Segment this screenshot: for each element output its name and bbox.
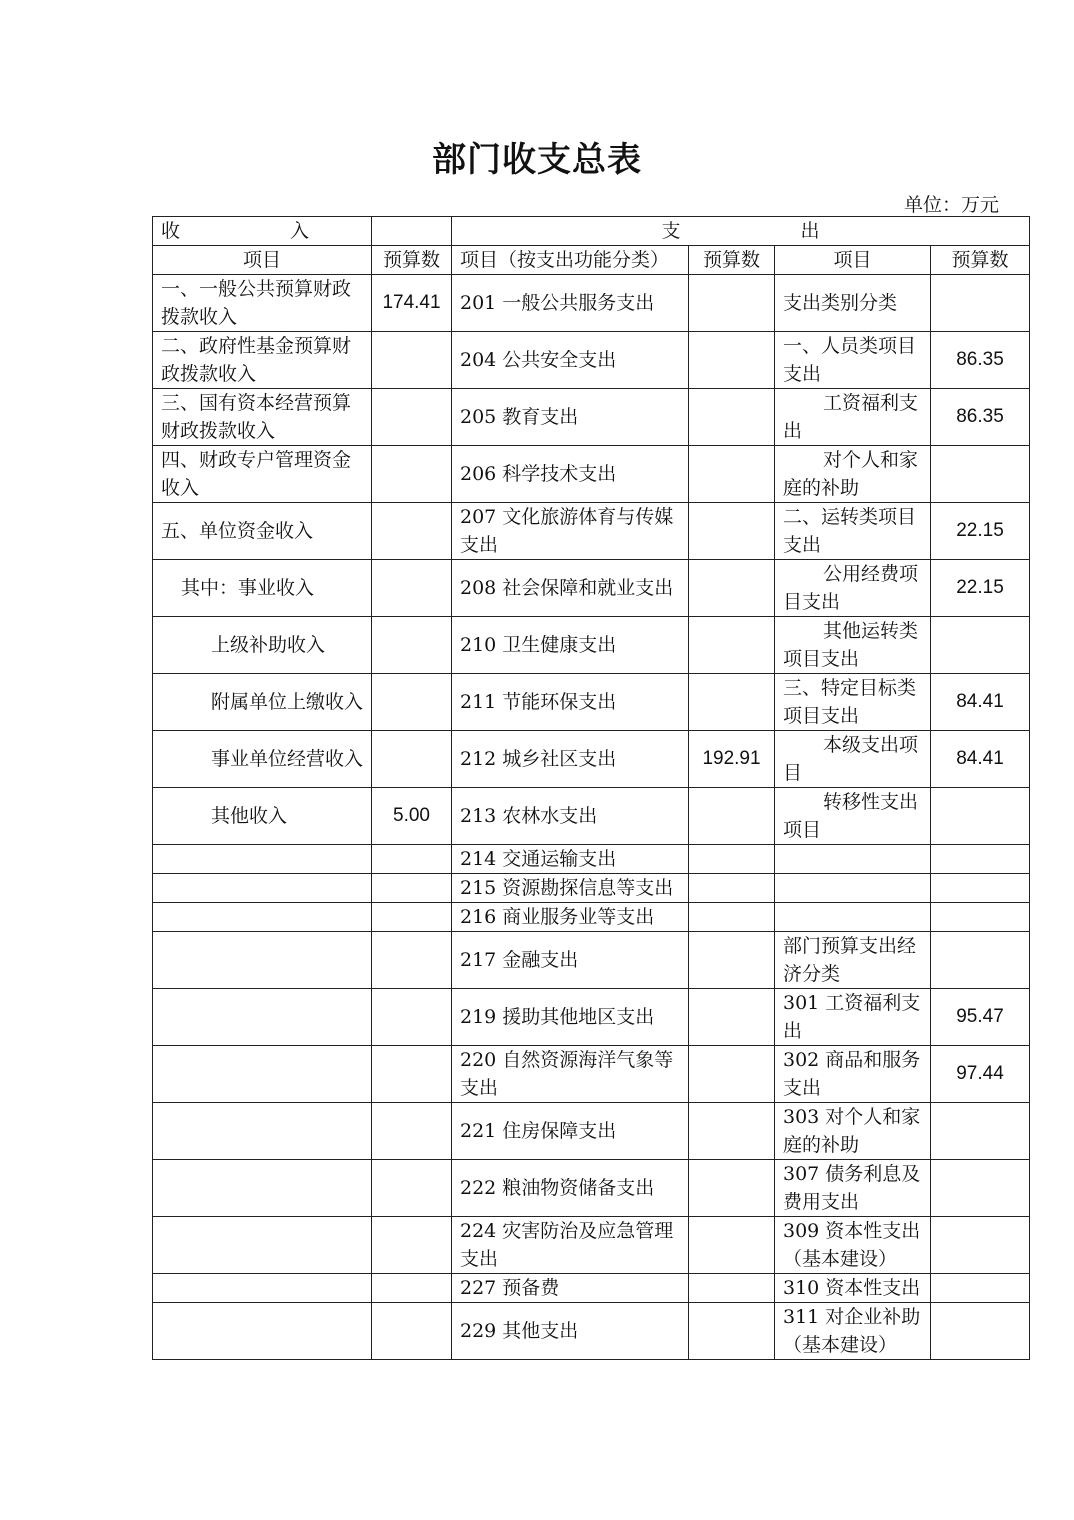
category-budget: 97.44 xyxy=(931,1046,1030,1103)
function-budget xyxy=(689,1160,775,1217)
category-item: 311 对企业补助（基本建设） xyxy=(775,1303,931,1360)
function-item: 214 交通运输支出 xyxy=(452,845,689,874)
function-item: 219 援助其他地区支出 xyxy=(452,989,689,1046)
income-item xyxy=(153,1160,372,1217)
table-row xyxy=(153,932,1030,989)
function-budget xyxy=(689,932,775,989)
function-item: 205 教育支出 xyxy=(452,389,689,446)
table-row xyxy=(153,1303,1030,1360)
income-budget xyxy=(372,332,452,389)
function-item: 201 一般公共服务支出 xyxy=(452,275,689,332)
income-item: 一、一般公共预算财政拨款收入 xyxy=(153,275,372,332)
function-item: 217 金融支出 xyxy=(452,932,689,989)
category-item: 302 商品和服务支出 xyxy=(775,1046,931,1103)
category-budget: 22.15 xyxy=(931,560,1030,617)
category-item xyxy=(775,845,931,874)
income-budget xyxy=(372,446,452,503)
income-budget xyxy=(372,731,452,788)
function-item: 229 其他支出 xyxy=(452,1303,689,1360)
col-header-income-item: 项目 xyxy=(153,246,372,275)
table-row xyxy=(153,1046,1030,1103)
function-budget xyxy=(689,845,775,874)
page-title: 部门收支总表 xyxy=(432,140,642,180)
function-budget xyxy=(689,560,775,617)
function-budget xyxy=(689,1103,775,1160)
table-row xyxy=(153,903,1030,932)
income-budget xyxy=(372,845,452,874)
income-header-blank xyxy=(372,217,452,246)
function-item: 204 公共安全支出 xyxy=(452,332,689,389)
category-budget xyxy=(931,617,1030,674)
table-row xyxy=(153,617,1030,674)
table-row xyxy=(153,731,1030,788)
category-budget xyxy=(931,845,1030,874)
table-row xyxy=(153,1103,1030,1160)
income-item xyxy=(153,989,372,1046)
function-budget: 192.91 xyxy=(689,731,775,788)
category-budget xyxy=(931,1160,1030,1217)
income-budget xyxy=(372,1217,452,1274)
category-item xyxy=(775,903,931,932)
income-budget xyxy=(372,932,452,989)
category-budget xyxy=(931,275,1030,332)
budget-table xyxy=(152,216,1030,1360)
income-budget xyxy=(372,674,452,731)
function-item: 224 灾害防治及应急管理支出 xyxy=(452,1217,689,1274)
col-header-income-budget: 预算数 xyxy=(372,246,452,275)
function-item: 220 自然资源海洋气象等支出 xyxy=(452,1046,689,1103)
category-budget xyxy=(931,1217,1030,1274)
category-budget: 95.47 xyxy=(931,989,1030,1046)
income-item xyxy=(153,932,372,989)
category-item: 其他运转类项目支出 xyxy=(775,617,931,674)
function-budget xyxy=(689,674,775,731)
function-budget xyxy=(689,1274,775,1303)
function-item: 210 卫生健康支出 xyxy=(452,617,689,674)
section-header-row xyxy=(153,217,1030,246)
function-budget xyxy=(689,874,775,903)
table-row xyxy=(153,845,1030,874)
function-budget xyxy=(689,275,775,332)
income-budget xyxy=(372,1046,452,1103)
income-item xyxy=(153,1217,372,1274)
category-budget xyxy=(931,903,1030,932)
income-item: 其中：事业收入 xyxy=(153,560,372,617)
table-row xyxy=(153,275,1030,332)
category-item: 支出类别分类 xyxy=(775,275,931,332)
category-item: 部门预算支出经济分类 xyxy=(775,932,931,989)
function-budget xyxy=(689,1046,775,1103)
income-item: 三、国有资本经营预算财政拨款收入 xyxy=(153,389,372,446)
category-item: 310 资本性支出 xyxy=(775,1274,931,1303)
function-budget xyxy=(689,389,775,446)
category-item: 303 对个人和家庭的补助 xyxy=(775,1103,931,1160)
income-budget xyxy=(372,389,452,446)
category-budget: 84.41 xyxy=(931,674,1030,731)
income-item: 附属单位上缴收入 xyxy=(153,674,372,731)
table-row xyxy=(153,332,1030,389)
col-header-function-item: 项目（按支出功能分类） xyxy=(452,246,689,275)
unit-label: 单位：万元 xyxy=(904,194,1000,216)
income-item xyxy=(153,1274,372,1303)
income-item xyxy=(153,903,372,932)
function-item: 221 住房保障支出 xyxy=(452,1103,689,1160)
category-budget: 22.15 xyxy=(931,503,1030,560)
function-item: 213 农林水支出 xyxy=(452,788,689,845)
function-budget xyxy=(689,332,775,389)
income-budget xyxy=(372,1160,452,1217)
income-item xyxy=(153,1303,372,1360)
income-item: 四、财政专户管理资金收入 xyxy=(153,446,372,503)
income-budget xyxy=(372,503,452,560)
category-item: 本级支出项目 xyxy=(775,731,931,788)
expenditure-section-header: 支 出 xyxy=(452,217,1030,246)
function-budget xyxy=(689,989,775,1046)
income-item: 二、政府性基金预算财政拨款收入 xyxy=(153,332,372,389)
table-row xyxy=(153,1160,1030,1217)
function-budget xyxy=(689,503,775,560)
category-budget xyxy=(931,446,1030,503)
function-item: 216 商业服务业等支出 xyxy=(452,903,689,932)
table-row xyxy=(153,874,1030,903)
category-item: 309 资本性支出（基本建设） xyxy=(775,1217,931,1274)
income-budget xyxy=(372,1103,452,1160)
income-item: 其他收入 xyxy=(153,788,372,845)
category-budget: 84.41 xyxy=(931,731,1030,788)
table-row xyxy=(153,389,1030,446)
income-budget xyxy=(372,874,452,903)
category-item: 三、特定目标类项目支出 xyxy=(775,674,931,731)
table-row xyxy=(153,503,1030,560)
category-budget: 86.35 xyxy=(931,332,1030,389)
income-budget xyxy=(372,617,452,674)
category-budget xyxy=(931,1303,1030,1360)
function-item: 208 社会保障和就业支出 xyxy=(452,560,689,617)
income-budget xyxy=(372,560,452,617)
income-budget xyxy=(372,1303,452,1360)
table-row xyxy=(153,674,1030,731)
table-row xyxy=(153,1274,1030,1303)
income-budget xyxy=(372,989,452,1046)
income-item xyxy=(153,874,372,903)
category-budget: 86.35 xyxy=(931,389,1030,446)
function-item: 215 资源勘探信息等支出 xyxy=(452,874,689,903)
income-item xyxy=(153,1103,372,1160)
category-budget xyxy=(931,1274,1030,1303)
table-row xyxy=(153,788,1030,845)
category-item: 307 债务利息及费用支出 xyxy=(775,1160,931,1217)
table-row xyxy=(153,446,1030,503)
category-budget xyxy=(931,932,1030,989)
function-budget xyxy=(689,1217,775,1274)
col-header-category-budget: 预算数 xyxy=(931,246,1030,275)
table-row xyxy=(153,989,1030,1046)
category-budget xyxy=(931,874,1030,903)
income-budget: 5.00 xyxy=(372,788,452,845)
income-budget xyxy=(372,1274,452,1303)
income-section-header: 收 入 xyxy=(153,217,372,246)
category-item: 公用经费项目支出 xyxy=(775,560,931,617)
category-budget xyxy=(931,1103,1030,1160)
function-item: 227 预备费 xyxy=(452,1274,689,1303)
category-item: 对个人和家庭的补助 xyxy=(775,446,931,503)
function-item: 222 粮油物资储备支出 xyxy=(452,1160,689,1217)
function-item: 212 城乡社区支出 xyxy=(452,731,689,788)
table-row xyxy=(153,1217,1030,1274)
income-item: 上级补助收入 xyxy=(153,617,372,674)
function-item: 206 科学技术支出 xyxy=(452,446,689,503)
function-budget xyxy=(689,788,775,845)
function-budget xyxy=(689,1303,775,1360)
table-row xyxy=(153,560,1030,617)
category-item: 二、运转类项目支出 xyxy=(775,503,931,560)
income-item xyxy=(153,845,372,874)
function-budget xyxy=(689,446,775,503)
function-item: 207 文化旅游体育与传媒支出 xyxy=(452,503,689,560)
category-item: 转移性支出项目 xyxy=(775,788,931,845)
col-header-category-item: 项目 xyxy=(775,246,931,275)
category-item: 一、人员类项目支出 xyxy=(775,332,931,389)
category-item xyxy=(775,874,931,903)
income-budget xyxy=(372,903,452,932)
function-budget xyxy=(689,903,775,932)
function-item: 211 节能环保支出 xyxy=(452,674,689,731)
category-item: 301 工资福利支出 xyxy=(775,989,931,1046)
col-header-function-budget: 预算数 xyxy=(689,246,775,275)
income-item: 五、单位资金收入 xyxy=(153,503,372,560)
column-header-row xyxy=(153,246,1030,275)
income-item xyxy=(153,1046,372,1103)
category-budget xyxy=(931,788,1030,845)
function-budget xyxy=(689,617,775,674)
income-item: 事业单位经营收入 xyxy=(153,731,372,788)
category-item: 工资福利支出 xyxy=(775,389,931,446)
income-budget: 174.41 xyxy=(372,275,452,332)
